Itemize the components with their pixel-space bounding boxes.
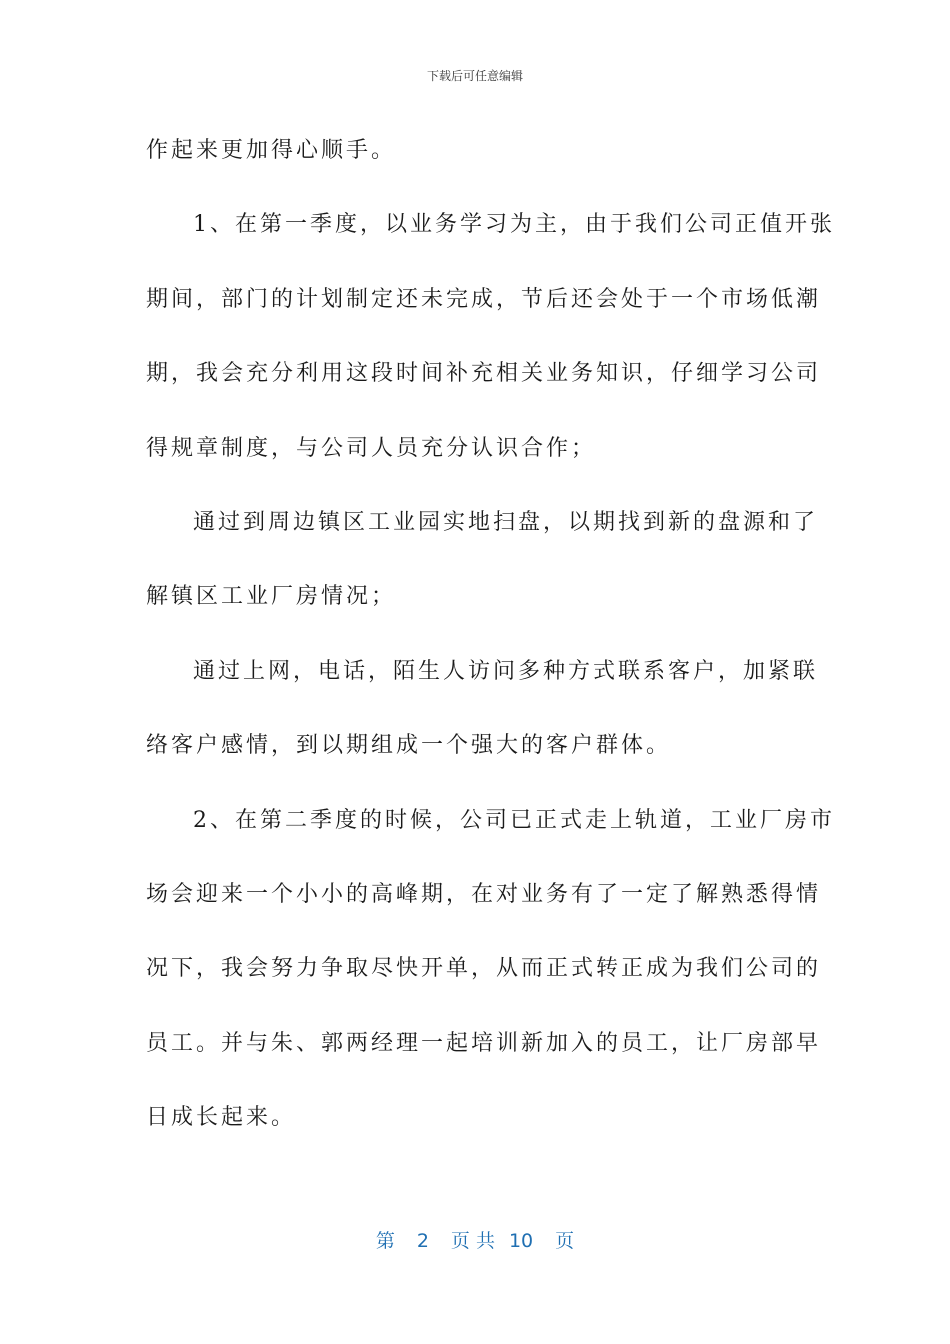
page-header — [0, 67, 950, 84]
body-line-11: 场会迎来一个小小的高峰期，在对业务有了一定了解熟悉得情 — [146, 881, 822, 907]
footer-prefix: 第 — [375, 1230, 395, 1252]
footer-suffix: 页 — [555, 1230, 575, 1252]
body-line-2: 1、在第一季度，以业务学习为主，由于我们公司正值开张 — [193, 212, 835, 238]
body-line-13: 员工。并与朱、郭两经理一起培训新加入的员工，让厂房部早 — [146, 1030, 822, 1056]
body-line-6: 通过到周边镇区工业园实地扫盘，以期找到新的盘源和了 — [193, 509, 819, 535]
footer-total-pages: 10 — [508, 1230, 534, 1252]
body-line-3: 期间，部门的计划制定还未完成，节后还会处于一个市场低潮 — [146, 286, 822, 312]
body-line-10: 2、在第二季度的时候，公司已正式走上轨道，工业厂房市 — [193, 807, 835, 833]
body-line-7: 解镇区工业厂房情况； — [146, 584, 397, 610]
body-line-1: 作起来更加得心顺手。 — [146, 138, 397, 163]
header-text: 下载后可任意编辑 — [426, 69, 523, 83]
body-line-9: 络客户感情，到以期组成一个强大的客户群体。 — [146, 733, 672, 759]
body-line-5: 得规章制度，与公司人员充分认识合作； — [146, 435, 597, 461]
document-body — [146, 114, 835, 1155]
page-footer — [0, 1226, 950, 1253]
body-line-14: 日成长起来。 — [146, 1105, 297, 1131]
footer-middle: 页 共 — [450, 1230, 495, 1252]
body-line-12: 况下，我会努力争取尽快开单，从而正式转正成为我们公司的 — [146, 956, 822, 982]
footer-current-page: 2 — [416, 1230, 429, 1252]
body-line-4: 期，我会充分利用这段时间补充相关业务知识，仔细学习公司 — [146, 361, 822, 387]
body-line-8: 通过上网，电话，陌生人访问多种方式联系客户，加紧联 — [193, 658, 819, 684]
